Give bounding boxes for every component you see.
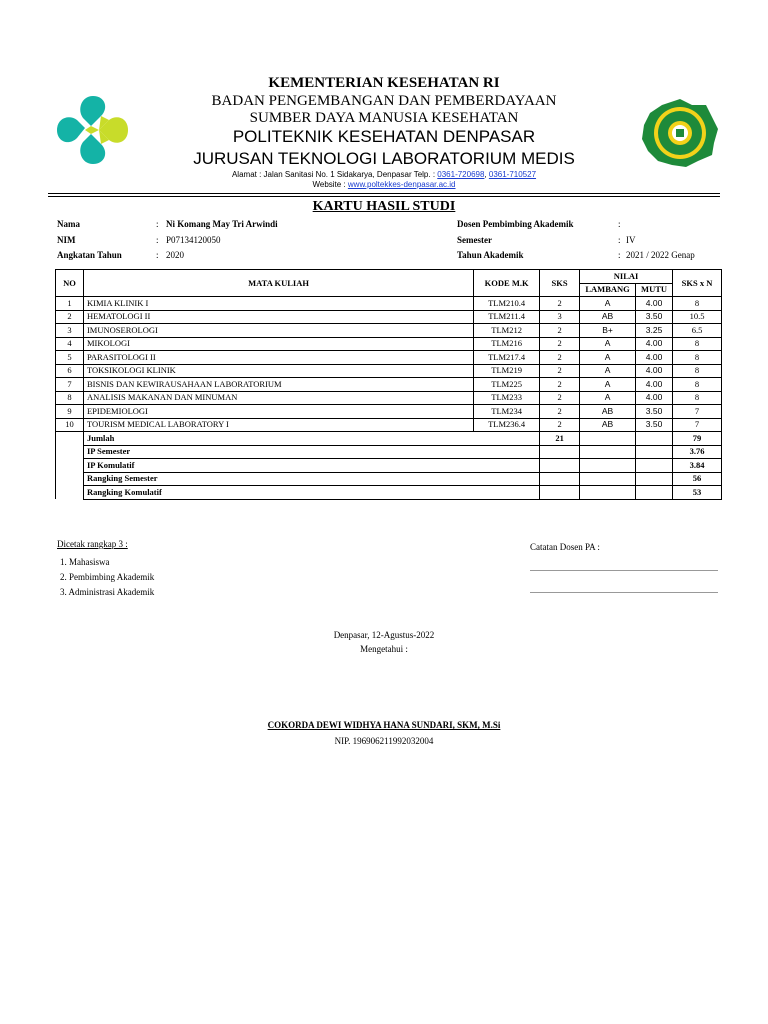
- cell-no: 1: [56, 297, 84, 311]
- table-row: [56, 324, 722, 338]
- cell-sksxn: 8: [673, 378, 722, 392]
- cell-sksxn: 8: [673, 297, 722, 311]
- cell-sksxn: 8: [673, 351, 722, 365]
- cell-no: 10: [56, 418, 84, 432]
- cell-mata-kuliah: MIKOLOGI: [83, 337, 473, 351]
- cell-kode: TLM233: [474, 391, 540, 405]
- cell-no: 8: [56, 391, 84, 405]
- summary-blank-cell: [56, 432, 84, 446]
- cell-no: 4: [56, 337, 84, 351]
- cell-mutu: 4.00: [636, 351, 673, 365]
- website-prefix: Website :: [312, 180, 348, 189]
- poltekkes-seal: [640, 97, 720, 169]
- cell-mata-kuliah: IMUNOSEROLOGI: [83, 324, 473, 338]
- summary-empty-cell: [580, 459, 636, 473]
- summary-empty-cell: [636, 445, 673, 459]
- cell-mata-kuliah: HEMATOLOGI II: [83, 310, 473, 324]
- cell-sksxn: 8: [673, 364, 722, 378]
- catatan-label: Catatan Dosen PA :: [530, 542, 600, 552]
- cell-sks: 2: [540, 324, 580, 338]
- place-date: Denpasar, 12-Agustus-2022: [333, 630, 435, 640]
- cell-kode: TLM219: [474, 364, 540, 378]
- nim-label: NIM: [57, 235, 76, 245]
- cell-mutu: 3.50: [636, 418, 673, 432]
- col-nilai-header: NILAI: [580, 270, 673, 284]
- cell-mata-kuliah: BISNIS DAN KEWIRAUSAHAAN LABORATORIUM: [83, 378, 473, 392]
- signer-name: COKORDA DEWI WIDHYA HANA SUNDARI, SKM, M.Si: [267, 720, 501, 730]
- website-link[interactable]: www.poltekkes-denpasar.ac.id: [347, 180, 456, 189]
- header-institution: POLITEKNIK KESEHATAN DENPASAR: [232, 127, 536, 146]
- summary-label: Rangking Komulatif: [83, 486, 539, 500]
- table-row: [56, 337, 722, 351]
- cell-no: 7: [56, 378, 84, 392]
- summary-empty-cell: [636, 486, 673, 500]
- table-row: [56, 351, 722, 365]
- cell-kode: TLM217.4: [474, 351, 540, 365]
- summary-value: 79: [673, 432, 722, 446]
- cell-mutu: 3.50: [636, 405, 673, 419]
- kemenkes-logo: [55, 94, 130, 166]
- phone-link-1[interactable]: 0361-720698: [437, 170, 485, 179]
- summary-label: IP Semester: [83, 445, 539, 459]
- phone-link-2[interactable]: 0361-710527: [488, 170, 537, 179]
- cell-lambang: A: [580, 297, 636, 311]
- cell-no: 2: [56, 310, 84, 324]
- summary-value: 3.84: [673, 459, 722, 473]
- col-no-header: NO: [56, 270, 84, 297]
- cell-lambang: A: [580, 351, 636, 365]
- cell-kode: TLM225: [474, 378, 540, 392]
- summary-row: [56, 472, 722, 486]
- nim-value: P07134120050: [166, 235, 221, 245]
- mengetahui-label: Mengetahui :: [360, 644, 408, 654]
- summary-row: [56, 459, 722, 473]
- nama-value: Ni Komang May Tri Arwindi: [166, 219, 278, 229]
- cell-no: 9: [56, 405, 84, 419]
- cell-lambang: A: [580, 391, 636, 405]
- summary-value: 53: [673, 486, 722, 500]
- summary-sks: [540, 472, 580, 486]
- dosen-colon: :: [618, 219, 621, 229]
- cell-kode: TLM212: [474, 324, 540, 338]
- table-row: [56, 364, 722, 378]
- copy-item: 3. Administrasi Akademik: [60, 587, 155, 597]
- signer-nip: NIP. 196906211992032004: [334, 736, 434, 746]
- header-ministry: KEMENTERIAN KESEHATAN RI: [268, 75, 500, 91]
- cell-sks: 2: [540, 405, 580, 419]
- cell-sks: 2: [540, 418, 580, 432]
- col-mutu-header: MUTU: [636, 283, 673, 297]
- angkatan-value: 2020: [166, 250, 184, 260]
- cell-mata-kuliah: ANALISIS MAKANAN DAN MINUMAN: [83, 391, 473, 405]
- summary-empty-cell: [580, 486, 636, 500]
- cell-lambang: AB: [580, 310, 636, 324]
- summary-sks: [540, 459, 580, 473]
- semester-colon: :: [618, 235, 621, 245]
- col-sks-header: SKS: [540, 270, 580, 297]
- cell-lambang: AB: [580, 405, 636, 419]
- summary-sks: [540, 445, 580, 459]
- semester-label: Semester: [457, 235, 492, 245]
- semester-value: IV: [626, 235, 636, 245]
- cell-no: 6: [56, 364, 84, 378]
- cell-mata-kuliah: PARASITOLOGI II: [83, 351, 473, 365]
- table-row: [56, 391, 722, 405]
- cell-mutu: 4.00: [636, 337, 673, 351]
- cell-kode: TLM234: [474, 405, 540, 419]
- cell-no: 5: [56, 351, 84, 365]
- cell-no: 3: [56, 324, 84, 338]
- cell-sks: 2: [540, 391, 580, 405]
- summary-sks: 21: [540, 432, 580, 446]
- nama-colon: :: [156, 219, 159, 229]
- summary-blank-cell: [56, 486, 84, 500]
- table-row: [56, 405, 722, 419]
- angkatan-colon: :: [156, 250, 159, 260]
- summary-empty-cell: [636, 459, 673, 473]
- copy-item: 2. Pembimbing Akademik: [60, 572, 155, 582]
- cell-sks: 2: [540, 364, 580, 378]
- cell-sksxn: 7: [673, 405, 722, 419]
- cell-mutu: 4.00: [636, 391, 673, 405]
- cell-sks: 3: [540, 310, 580, 324]
- summary-label: Rangking Semester: [83, 472, 539, 486]
- cell-lambang: AB: [580, 418, 636, 432]
- summary-row: [56, 486, 722, 500]
- col-mk-header: MATA KULIAH: [83, 270, 473, 297]
- summary-empty-cell: [580, 432, 636, 446]
- cell-mata-kuliah: KIMIA KLINIK I: [83, 297, 473, 311]
- angkatan-label: Angkatan Tahun: [57, 250, 122, 260]
- cell-mutu: 4.00: [636, 378, 673, 392]
- summary-label: Jumlah: [83, 432, 539, 446]
- header-department: JURUSAN TEKNOLOGI LABORATORIUM MEDIS: [193, 149, 575, 168]
- cell-lambang: B+: [580, 324, 636, 338]
- cell-mutu: 3.50: [636, 310, 673, 324]
- cell-mutu: 4.00: [636, 297, 673, 311]
- cell-kode: TLM236.4: [474, 418, 540, 432]
- col-sksxn-header: SKS x N: [673, 270, 722, 297]
- cell-sks: 2: [540, 297, 580, 311]
- copy-item: 1. Mahasiswa: [60, 557, 110, 567]
- summary-blank-cell: [56, 472, 84, 486]
- cell-sksxn: 7: [673, 418, 722, 432]
- page-title: KARTU HASIL STUDI: [312, 199, 456, 214]
- summary-empty-cell: [636, 432, 673, 446]
- table-row: [56, 418, 722, 432]
- summary-row: [56, 432, 722, 446]
- summary-sks: [540, 486, 580, 500]
- cell-kode: TLM211.4: [474, 310, 540, 324]
- col-kode-header: KODE M.K: [474, 270, 540, 297]
- cell-lambang: A: [580, 364, 636, 378]
- cell-sksxn: 8: [673, 337, 722, 351]
- cell-sks: 2: [540, 351, 580, 365]
- cell-mata-kuliah: TOKSIKOLOGI KLINIK: [83, 364, 473, 378]
- grades-table: [55, 269, 722, 500]
- catatan-line-2: [530, 592, 718, 593]
- cell-kode: TLM210.4: [474, 297, 540, 311]
- cell-sks: 2: [540, 337, 580, 351]
- table-header-row: [56, 270, 722, 284]
- nim-colon: :: [156, 235, 159, 245]
- summary-value: 56: [673, 472, 722, 486]
- summary-blank-cell: [56, 459, 84, 473]
- summary-row: [56, 445, 722, 459]
- summary-blank-cell: [56, 445, 84, 459]
- cell-sksxn: 10.5: [673, 310, 722, 324]
- cell-sksxn: 8: [673, 391, 722, 405]
- col-lambang-header: LAMBANG: [580, 283, 636, 297]
- dicetak-label: Dicetak rangkap 3 :: [57, 539, 128, 549]
- summary-value: 3.76: [673, 445, 722, 459]
- header-agency-line2: SUMBER DAYA MANUSIA KESEHATAN: [249, 110, 519, 126]
- dosen-label: Dosen Pembimbing Akademik: [457, 219, 574, 229]
- table-row: [56, 378, 722, 392]
- tahun-colon: :: [618, 250, 621, 260]
- header-divider: [48, 193, 720, 197]
- cell-sksxn: 6.5: [673, 324, 722, 338]
- nama-label: Nama: [57, 219, 80, 229]
- cell-mutu: 3.25: [636, 324, 673, 338]
- table-row: [56, 310, 722, 324]
- summary-empty-cell: [636, 472, 673, 486]
- cell-lambang: A: [580, 378, 636, 392]
- cell-sks: 2: [540, 378, 580, 392]
- table-row: [56, 297, 722, 311]
- header-website: [130, 180, 638, 189]
- cell-mata-kuliah: EPIDEMIOLOGI: [83, 405, 473, 419]
- cell-lambang: A: [580, 337, 636, 351]
- header-agency-line1: BADAN PENGEMBANGAN DAN PEMBERDAYAAN: [211, 93, 557, 109]
- address-text: Alamat : Jalan Sanitasi No. 1 Sidakarya, Denpasar Telp. :: [231, 170, 438, 179]
- cell-mutu: 4.00: [636, 364, 673, 378]
- header-address: [130, 170, 638, 179]
- cell-kode: TLM216: [474, 337, 540, 351]
- summary-empty-cell: [580, 445, 636, 459]
- catatan-line-1: [530, 570, 718, 571]
- phone-separator: ,: [484, 170, 489, 179]
- tahun-label: Tahun Akademik: [457, 250, 524, 260]
- cell-mata-kuliah: TOURISM MEDICAL LABORATORY I: [83, 418, 473, 432]
- tahun-value: 2021 / 2022 Genap: [626, 250, 695, 260]
- summary-label: IP Komulatif: [83, 459, 539, 473]
- summary-empty-cell: [580, 472, 636, 486]
